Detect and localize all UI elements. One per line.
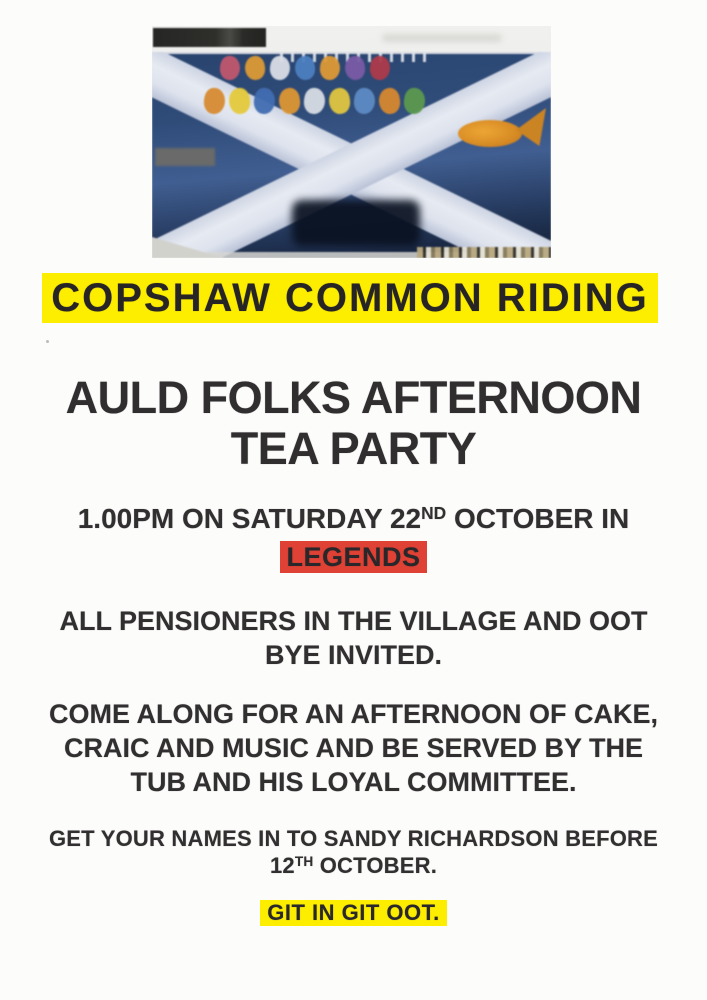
bunting-letter <box>318 55 341 82</box>
venue-highlight: LEGENDS <box>280 541 426 573</box>
invited-line1: ALL PENSIONERS IN THE VILLAGE AND OOT <box>59 606 648 636</box>
bunting-letter <box>277 87 302 116</box>
flag-photo-content <box>152 26 551 258</box>
details-line1: COME ALONG FOR AN AFTERNOON OF CAKE, <box>49 699 658 729</box>
photo-dark-bar <box>153 28 266 47</box>
photo-dark-object <box>292 200 420 246</box>
goldfish-body <box>458 120 522 147</box>
rsvp-ordinal-superscript: TH <box>294 854 314 870</box>
event-title <box>0 372 707 474</box>
event-title-line2: TEA PARTY <box>230 423 477 474</box>
goldfish-cutout <box>458 108 546 152</box>
details-line2: CRAIC AND MUSIC AND BE SERVED BY THE <box>63 733 644 763</box>
footer-highlight: GIT IN GIT OOT. <box>260 900 447 926</box>
scan-speck <box>46 340 49 343</box>
rsvp-line2-post: OCTOBER. <box>313 853 438 878</box>
bunting-letters-row1 <box>220 56 390 80</box>
rsvp-paragraph <box>0 825 707 882</box>
headline-band <box>42 273 658 323</box>
invited-line2: BYE INVITED. <box>264 640 443 670</box>
bunting-letter <box>327 87 352 116</box>
rsvp-line1: GET YOUR NAMES IN TO SANDY RICHARDSON BEFORE <box>49 826 658 851</box>
bunting-letter <box>218 55 241 82</box>
date-text-post: OCTOBER IN <box>446 503 630 534</box>
goldfish-tail <box>516 108 546 146</box>
bunting-letter <box>343 55 367 82</box>
bunting-letters-row2 <box>204 88 425 114</box>
date-ordinal-superscript: ND <box>421 503 447 524</box>
bunting-letter <box>352 87 376 116</box>
event-title-line1: AULD FOLKS AFTERNOON <box>65 372 642 423</box>
footer-line <box>0 900 707 926</box>
bunting-letter <box>302 87 326 116</box>
photo-bottom-bunting <box>417 247 551 258</box>
bunting-letter <box>368 55 391 82</box>
flag-photo <box>152 26 551 258</box>
bunting-letter <box>252 87 276 116</box>
date-text-pre: 1.00PM ON SATURDAY 22 <box>77 503 422 534</box>
bunting-letter <box>293 55 317 82</box>
venue-line <box>0 541 707 573</box>
invited-paragraph <box>0 604 707 672</box>
photo-background-smudge <box>382 34 502 42</box>
photo-gray-object <box>155 148 215 166</box>
rsvp-line2-pre: 12 <box>269 853 295 878</box>
bunting-letter <box>268 55 291 82</box>
date-line <box>0 502 707 539</box>
bunting-letter <box>377 87 402 116</box>
details-line3: TUB AND HIS LOYAL COMMITTEE. <box>130 767 577 797</box>
details-paragraph <box>0 697 707 799</box>
bunting-letter <box>227 87 252 116</box>
bunting-letter <box>402 87 426 116</box>
bunting-letter <box>202 87 226 116</box>
saltire-flag <box>152 52 551 258</box>
bunting-letter <box>243 55 267 82</box>
headline-text: COPSHAW COMMON RIDING <box>51 276 649 320</box>
